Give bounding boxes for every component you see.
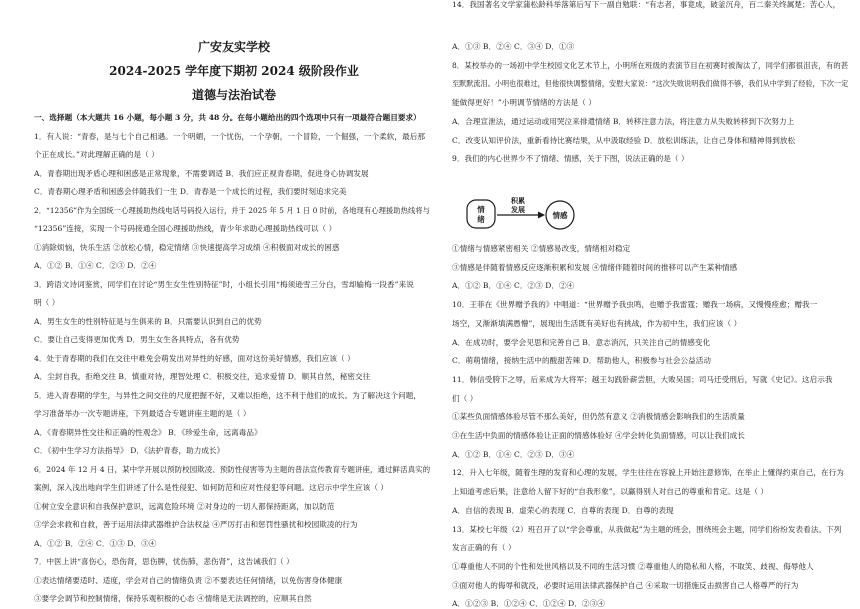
question-line: ①尊重他人不同的个性和处世风格以及不同的生活习惯 ②尊重他人的隐私和人格，不取笑、歧视、侮辱他人	[452, 561, 814, 571]
emotion-feeling-diagram	[466, 194, 576, 236]
question-line: 发言正确的有（ ）	[452, 543, 516, 553]
question-line: 4．处于青春期的我们在交往中难免会萌发出对异性的好感，面对这份美好情感，我们应该（ ）	[34, 353, 355, 363]
question-line: 12．升入七年级，随着生理的发育和心理的发展，学生往往在容貌上开始注意修饰，在举止上懂得约束自己，在行为	[452, 468, 844, 478]
question-line: A．尘封自我，拒绝交往 B．慎重对待，理智处理 C．积极交往，追求爱情 D．顺其自然，秘密交往	[34, 372, 371, 381]
question-line: 场空，又渐渐填满愚懵”，展现出生活既有美好也有挑战，作为初中生，我们应该（ ）	[452, 318, 742, 328]
question-line: A．《青春期异性交往和正确的性观念》 B．《珍爱生命，远离毒品》	[34, 427, 262, 437]
question-line: A．①② B．①④ C．②③ D．②④	[452, 281, 575, 291]
question-line: 们（ ）	[452, 393, 478, 403]
question-line: ①表达情绪要适时、适度，学会对自己的情绪负责 ②不要表达任何情绪，以免伤害身体健康	[34, 575, 343, 585]
question-line: 至默默流泪。小明也很难过，但他很快调整情绪，安慰大家说：“这次失败说明我们做得不够，我们从中学到了经验，下次一定	[452, 79, 849, 89]
question-line: A．①② B．②④ C．①③ D．③④	[34, 538, 157, 548]
question-line: ③学会求救和自救，善于运用法律武器维护合法权益 ④严厉打击和惩罚性骚扰和校园欺凌的行为	[34, 520, 358, 529]
question-line: A．①② B．①④ C．②③ D．②④	[34, 261, 157, 270]
question-line: C．要让自己变得更加优秀 D．男生女生各具特点，各有优势	[34, 335, 240, 344]
question-line: A．合理宣泄法，通过运动或用哭泣来排遣情绪 B．转移注意力法，将注意力从失败转移到下次努力上	[452, 116, 795, 126]
question-line: ①某些负面情感体验尽管不那么美好，但仍然有意义 ②消极情感会影响我们的生活质量	[452, 412, 745, 422]
arrow-label-accumulate: 积累	[511, 197, 525, 205]
question-line: 9．我们的内心世界少不了情绪、情感，关于下图，说法正确的是（ ）	[452, 154, 689, 164]
question-line: A．①② B．①④ C．②③ D．③④	[452, 449, 575, 459]
school-title: 广安友实学校	[197, 40, 270, 54]
question-line: 5．进入青春期的学生，与异性之间交往的尺度把握不好，又难以拒绝，这不利于他们的成长。为了解决这个问题，	[34, 390, 422, 400]
emotion-box-label-2: 绪	[477, 215, 485, 224]
question-line: A．青春期出现矛盾心理和困惑是正常现象，不需要调适 B．我们应正视青春期，促进身心协调发展	[34, 168, 369, 178]
question-line: 13．某校七年级（2）班召开了以“学会尊重，从我做起”为主题的班会，围绕班会主题，同学们纷纷发表看法。下列	[452, 524, 842, 534]
question-line: “12356”连接，实现一个号码接通全国心理援助热线，青少年求助心理援助热线可以（ ）	[34, 224, 337, 233]
question-line: 3．跨语文诗词鉴赏，同学们在讨论“男生女生性别特征”时，小组长引用“梅须逊雪三分白，雪却输梅一段香”来说	[34, 279, 414, 289]
arrow-head-icon	[538, 212, 545, 219]
term-title: 2024-2025 学年度下期初 2024 级阶段作业	[109, 64, 359, 78]
question-line: A．自信的表现 B．虚荣心的表现 C．自尊的表现 D．自尊的表现	[452, 505, 674, 515]
feeling-circle-label: 情感	[552, 211, 568, 220]
question-line: A．①③ B．②④ C．③④ D．①③	[452, 42, 575, 51]
question-line: A．①②③ B．①②④ C．①②④ D．②③④	[452, 599, 605, 609]
question-line: ①消除烦恼，快乐生活 ②放松心情，稳定情绪 ③快速提高学习成绩 ④积极面对成长的困惑	[34, 242, 340, 252]
question-line: 8．某校举办的一场初中学生校园文化艺术节上，小明所在班级的表演节目在初赛时被淘汰了，同学们都很沮丧，有的甚	[452, 60, 849, 70]
question-line: 11．韩信受胯下之辱，后来成为大将军；越王勾践卧薪尝胆，大败吴国；司马迁受刑后，写就《史记》。这启示我	[452, 374, 833, 384]
question-line: ③情感是伴随着情感反应逐渐积累和发展 ④情绪伴随着时间的推移可以产生某种情感	[452, 262, 738, 272]
question-line: 一、选择题（本大题共 16 小题，每小题 3 分，共 48 分。在每小题给出的四个选项中只有一项最符合题目要求）	[34, 113, 421, 122]
question-line: 案例，深入浅出地向学生们讲述了什么是性侵犯、如何防范和应对性侵犯等问题。这启示中学生应该（ ）	[34, 483, 389, 492]
question-line: C．《初中生学习方法指导》 D．《法护青春，助力成长》	[34, 446, 225, 455]
question-line: 1．有人说：“青春，是与七个自己相遇。一个明媚，一个忧伤，一个孕朝，一个冒险，一个倔强，一个柔软，最后那	[34, 131, 425, 141]
question-line: 14．我国著名文学家蒲松龄科举落第后写下一副自勉联：“有志者，事竟成，破釜沉舟，百二秦关终属楚；苦心人，	[452, 0, 841, 9]
question-line: ③面对他人的侮辱和就没，必要时运用法律武器保护自己 ④采取一切措施反击损害自己人格尊严的行为	[452, 580, 799, 590]
question-line: 能做得更好！”小明调节情绪的方法是（ ）	[452, 98, 596, 108]
emotion-box-label-1: 情	[477, 205, 485, 214]
question-line: A．男生女生的性别特征是与生俱来的 B．只需要认识到自己的优势	[34, 316, 262, 326]
question-line: C．青春期心理矛盾和困惑会伴随我们一生 D．青春是一个成长的过程，我们要时刻追求完美	[34, 187, 347, 196]
question-line: C．改变认知评价法，重新看待比赛结果，从中汲取经验 D．放松训练法，让自己身体和精神得到放松	[452, 135, 796, 145]
question-line: ①情绪与情感紧密相关 ②情感易改变，情绪相对稳定	[452, 244, 631, 253]
question-line: ③在生活中负面的情感体验让正面的情感体验好 ④学会转化负面情感，可以让我们成长	[452, 431, 745, 440]
question-line: ③要学会调节和控制情绪，保持乐观积极的心态 ④情绪是无法调控的，应顺其自然	[34, 594, 312, 603]
question-line: 6．2024 年 12 月 4 日，某中学开展以预防校园欺凌、预防性侵害等为主题的普法宣传教育专题讲座，通过鲜活真实的	[34, 464, 431, 474]
question-line: ①树立安全意识和自我保护意识，远离危险环境 ②对身边的一切人都保持距离，加以防范	[34, 501, 335, 511]
subject-title: 道德与法治试卷	[191, 88, 276, 102]
question-line: 学习准备举办一次专题讲座，下列最适合专题讲座主题的是（ ）	[34, 409, 251, 418]
question-line: 个正在成长。”对此理解正确的是（ ）	[34, 150, 159, 159]
question-line: A．在成功时，要学会见思和完善自己 B．意志消沉，只关注自己的情感变化	[452, 337, 711, 347]
question-line: 明（ ）	[34, 298, 60, 307]
question-line: 上知道考虑后果，注意给人留下好的“自我形象”，以赢得别人对自己的尊重和肯定。这是（ ）	[452, 487, 769, 497]
question-line: 10．王菲在《世界赠予我的》中唱道：“世界赠予我虫鸣，也赠予我雷霆；赠我一场病，又慢慢痊愈；赠我一	[452, 300, 818, 310]
arrow-label-develop: 发展	[511, 206, 525, 214]
question-line: C．萌萌情绪，接纳生活中的酸甜苦辣 D．帮助他人，积极参与社会公益活动	[452, 356, 712, 366]
question-line: 2．“12356”作为全国统一心理援助热线电话号码投入运行，并于 2025 年 5 月 1 日 0 时前，各地现有心理援助热线将与	[34, 205, 431, 215]
question-line: 7．中医上讲“喜伤心，恐伤肾，思伤脾，忧伤肺，悲伤肾”，这告诫我们（ ）	[34, 557, 294, 566]
